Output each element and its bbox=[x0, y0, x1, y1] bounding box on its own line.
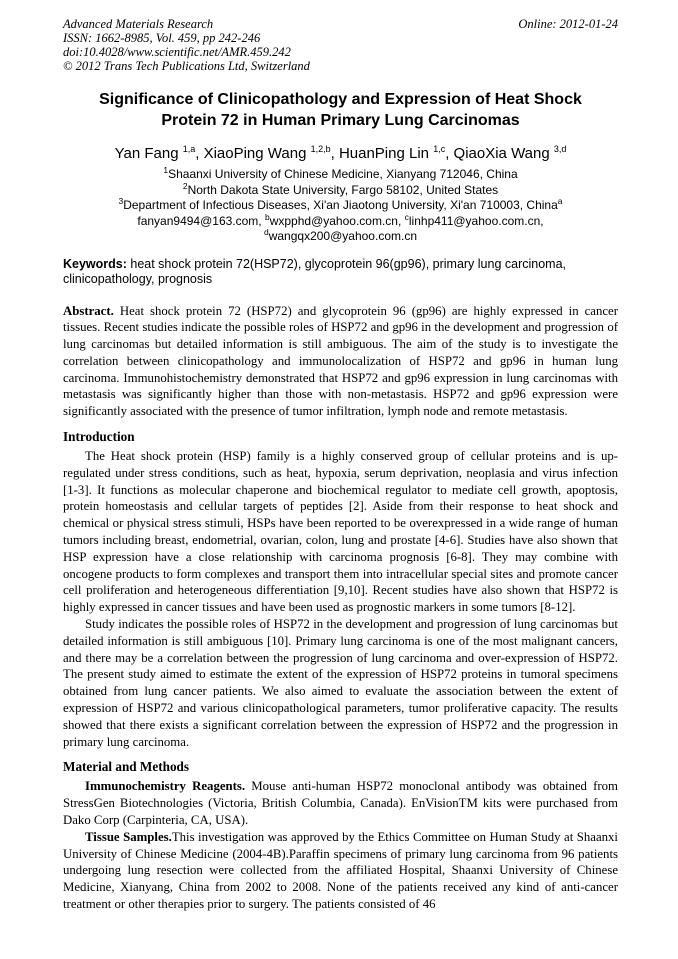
journal-name: Advanced Materials Research bbox=[63, 17, 214, 31]
author-line bbox=[63, 145, 618, 162]
abstract-paragraph bbox=[63, 303, 618, 421]
email-superscript: b bbox=[264, 211, 270, 222]
affiliation-line: $^2$North Dakota State University, Fargo 58102, United States bbox=[182, 180, 499, 197]
email-superscript: d bbox=[263, 227, 269, 237]
intro-paragraph-2: Study indicates the possible roles of HSP72 in the development and progression of lung carcinomas but detailed information is still ambiguous [10]. Primary lung carcinoma is one of the most malignant cancers, and there may be a correlation between the progression of lung carcinoma and over-expression of HSP72. The present study aimed to estimate the extent of the expression of HSP72 proteins in tumoral specimens obtained from lung cancer patients. We also aimed to evaluate the association between the extent of expression of HSP72 and various clinicopathological parameters, tumor proliferative capacity. The results showed that there exists a significant correlation between the expression of HSP72 and the progression in primary lung carcinoma. bbox=[63, 617, 618, 749]
author-superscript: 1,2,b bbox=[310, 144, 331, 154]
tissue-label: Tissue Samples. bbox=[85, 829, 172, 844]
author-superscript: 3,d bbox=[553, 144, 567, 154]
affiliation-line: $^3$Department of Infectious Diseases, Xi'an Jiaotong University, Xi'an 710003, China$^a$ bbox=[118, 196, 563, 212]
intro-paragraph-1: The Heat shock protein (HSP) family is a highly conserved group of cellular proteins and is up-regulated under stress conditions, such as heat, hypoxia, serum deprivation, neoplasia and virus infection [1-3]. It functions as molecular chaperone and biochemical regulator to mediate cell growth, apoptosis, protein homeostasis and cellular targets of peptides [2]. Aside from their response to heat shock and chemical or physical stress stimuli, HSPs have been reported to be overexpressed in a wide range of human tumors including breast, endometrial, ovarian, colon, lung and prostate [4-6]. Studies have also shown that HSP expression have a close relationship with carcinoma prognosis [6-8]. They may combine with oncogene products to form complexes and transport them into intracellular special sites and promote cancer cell proliferation and heterogeneous differentiation [9,10]. Recent studies have also shown that HSP72 is highly expressed in cancer tissues and have been used as prognostic markers in some tumors [8-12]. bbox=[63, 449, 618, 615]
author-name: Yan Fang bbox=[114, 145, 183, 162]
author-name: , QiaoXia Wang bbox=[445, 145, 554, 162]
reagents-label: Immunochemistry Reagents. bbox=[85, 779, 246, 794]
affiliation-superscript: 3 bbox=[118, 196, 124, 206]
methods-paragraph-tissue bbox=[63, 829, 618, 913]
tissue-text: This investigation was approved by the Ethics Committee on Human Study at Shaanxi University of Chinese Medicine (2004-4B).Paraffin specimens of primary lung carcinoma from 96 patients undergoing lung resection were collected from the affiliated Hospital, Shaanxi University of Chinese Medicine, Xianyang, China from 2002 to 2008. None of the patients received any kind of anti-cancer treatment or other therapies prior to surgery. The patients consisted of 46 bbox=[63, 829, 618, 911]
keywords-line bbox=[63, 257, 618, 288]
author-name: , XiaoPing Wang bbox=[195, 145, 311, 162]
section-heading-methods: Material and Methods bbox=[63, 759, 190, 775]
abstract-text: Heat shock protein 72 (HSP72) and glycoprotein 96 (gp96) are highly expressed in cancer tissues. Recent studies indicate the possible roles of HSP72 and gp96 in the development and progression of lung carcinomas but detailed information is still ambiguous. The aim of the study is to investigate the correlation between clinicopathology and immunolocalization of HSP72 and gp96 in human lung carcinoma. Immunohistochemistry demonstrated that HSP72 and gp96 expression in lung carcinomas with metastasis was significantly higher than those with non-metastasis. HSP72 and gp96 expression were significantly associated with the presence of tumor infiltration, lymph node and remote metastasis. bbox=[63, 303, 618, 419]
affiliations-block bbox=[63, 167, 618, 245]
methods-paragraph-reagents bbox=[63, 778, 618, 828]
keywords-label: Keywords: bbox=[63, 256, 127, 271]
section-heading-introduction: Introduction bbox=[63, 429, 135, 445]
issn-line: ISSN: 1662-8985, Vol. 459, pp 242-246 bbox=[63, 31, 261, 45]
author-superscript: 1,c bbox=[433, 144, 446, 154]
reagents-text: Mouse anti-human HSP72 monoclonal antibody was obtained from StressGen Biotechnologies (Victoria, British Columbia, Canada). EnVisionTM kits were purchased from Dako Corp (Carpinteria, CA, USA). bbox=[63, 779, 618, 828]
email-superscript: a bbox=[557, 196, 563, 206]
journal-header-left bbox=[63, 17, 310, 73]
paper-title: Significance of Clinicopathology and Expression of Heat Shock Protein 72 in Human Primary Lung Carcinomas bbox=[99, 91, 582, 129]
affiliation-superscript: 1 bbox=[163, 165, 169, 175]
copyright-line: © 2012 Trans Tech Publications Ltd, Switzerland bbox=[63, 59, 310, 73]
journal-header bbox=[63, 17, 618, 73]
keywords-text: heat shock protein 72(HSP72), glycoprotein 96(gp96), primary lung carcinoma, clinicopathology, prognosis bbox=[63, 256, 567, 286]
affiliation-superscript: 2 bbox=[182, 180, 188, 191]
online-date: Online: 2012-01-24 bbox=[518, 17, 618, 31]
affiliation-line: $^1$Shaanxi University of Chinese Medicine, Xianyang 712046, China bbox=[163, 165, 518, 181]
author-name: , HuanPing Lin bbox=[330, 145, 434, 162]
email-line: fanyan9494@163.com, $^b$wxpphd@yahoo.com.cn, $^c$linhp411@yahoo.com.cn, bbox=[137, 211, 544, 228]
doi-line: doi:10.4028/www.scientific.net/AMR.459.242 bbox=[63, 45, 291, 59]
abstract-label: Abstract. bbox=[63, 303, 114, 318]
email-line: $^d$wangqx200@yahoo.com.cn bbox=[263, 227, 417, 243]
author-superscript: 1,a bbox=[182, 144, 196, 154]
email-superscript: c bbox=[404, 211, 409, 222]
